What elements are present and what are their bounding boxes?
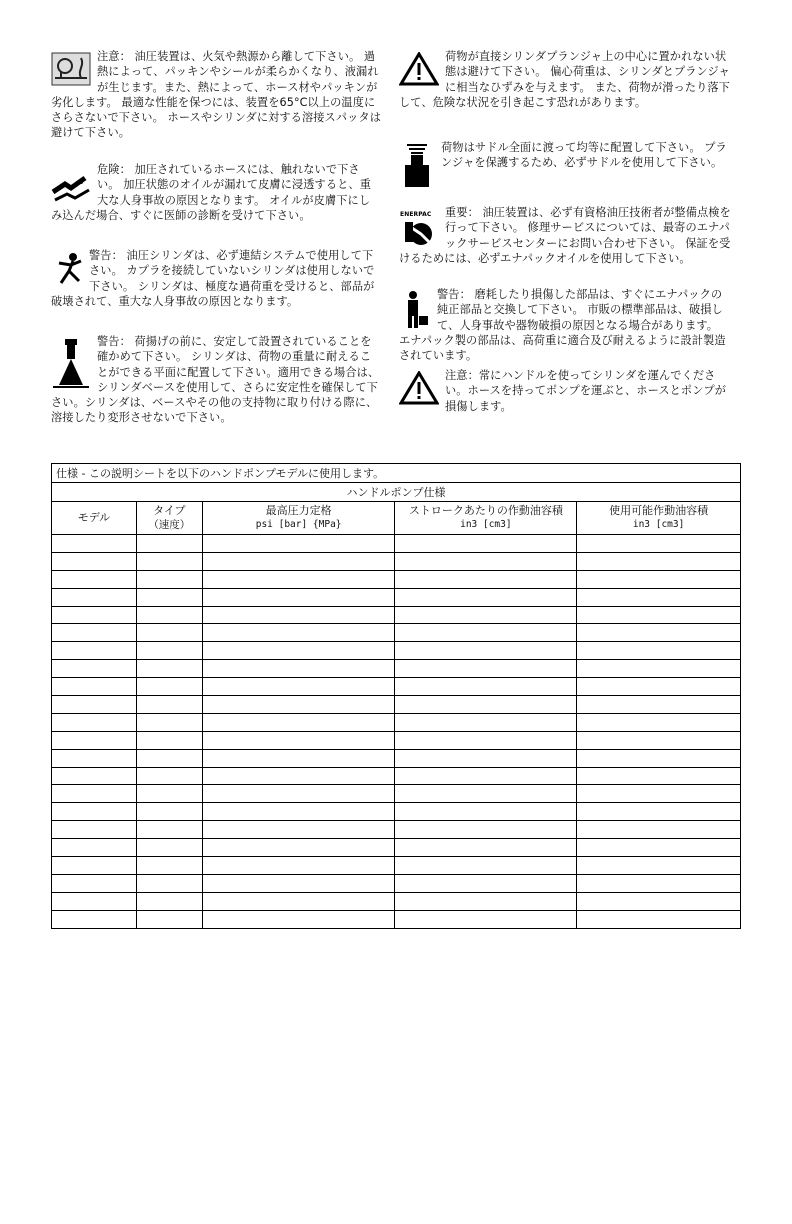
table-cell (577, 767, 741, 785)
table-cell (52, 624, 137, 642)
table-cell (136, 803, 202, 821)
table-row (52, 910, 741, 928)
table-cell (136, 785, 202, 803)
table-cell (136, 713, 202, 731)
table-cell (395, 785, 577, 803)
table-cell (577, 660, 741, 678)
table-cell (136, 910, 202, 928)
table-cell (136, 660, 202, 678)
note-text: 荷物はサドル全面に渡って均等に配置して下さい。 プランジャを保護するため、必ずサドルを使用して下さい。 (441, 141, 727, 170)
table-cell (395, 749, 577, 767)
note-heat-caution (51, 49, 381, 141)
table-cell (202, 874, 395, 892)
col-header-max-pressure: 最高圧力定格 psi [bar] {MPa} (202, 502, 395, 535)
table-cell (395, 803, 577, 821)
table-cell (52, 731, 137, 749)
table-cell (395, 767, 577, 785)
spec-table-title: 仕様 - この説明シートを以下のハンドポンプモデルに使用します。 (52, 464, 741, 483)
overpressure-hazard-icon (51, 251, 83, 285)
table-cell (202, 731, 395, 749)
table-cell (395, 606, 577, 624)
table-row (52, 731, 741, 749)
warning-triangle-icon (399, 371, 439, 405)
table-row (52, 552, 741, 570)
table-cell (202, 910, 395, 928)
table-cell (577, 570, 741, 588)
table-cell (202, 803, 395, 821)
table-cell (136, 821, 202, 839)
table-row (52, 588, 741, 606)
table-cell (136, 749, 202, 767)
table-cell (577, 535, 741, 553)
col-header-oil-per-stroke: ストロークあたりの作動油容積 in3 [cm3] (395, 502, 577, 535)
table-cell (395, 552, 577, 570)
table-cell (202, 713, 395, 731)
table-cell (52, 642, 137, 660)
table-cell (395, 713, 577, 731)
table-cell (395, 857, 577, 875)
table-row (52, 749, 741, 767)
note-stability-warning (51, 334, 381, 426)
note-parts-warning (399, 287, 731, 363)
table-row (52, 874, 741, 892)
col-header-model: モデル (52, 502, 137, 535)
table-cell (202, 857, 395, 875)
table-cell (577, 749, 741, 767)
table-cell (136, 839, 202, 857)
table-cell (52, 678, 137, 696)
table-row (52, 839, 741, 857)
table-row (52, 642, 741, 660)
table-cell (52, 874, 137, 892)
table-cell (577, 857, 741, 875)
table-cell (577, 678, 741, 696)
note-text: 警告： 磨耗したり損傷した部品は、すぐにエナパックの純正部品と交換して下さい。 市販の標準部品は、破損して、人身事故や器物破損の原因となる場合があります。 エナパック製の部品は、高荷重に適合及び耐えるように設計製造されています。 (399, 288, 726, 363)
table-cell (577, 624, 741, 642)
table-cell (577, 713, 741, 731)
table-cell (202, 839, 395, 857)
table-cell (136, 678, 202, 696)
note-text: 注意：常にハンドルを使ってシリンダを運んでください。ホースを持ってポンプを運ぶと、ホースとポンプが損傷します。 (445, 369, 727, 413)
table-cell (52, 588, 137, 606)
table-cell (395, 839, 577, 857)
table-cell (395, 642, 577, 660)
table-cell (395, 910, 577, 928)
note-coupler-warning (51, 248, 381, 309)
table-cell (577, 588, 741, 606)
table-cell (577, 606, 741, 624)
table-cell (202, 588, 395, 606)
table-row (52, 678, 741, 696)
note-handle-caution (399, 368, 731, 414)
table-cell (202, 660, 395, 678)
table-cell (136, 642, 202, 660)
svg-text:ENERPAC: ENERPAC (400, 211, 432, 218)
table-cell (136, 892, 202, 910)
table-row (52, 696, 741, 714)
table-cell (395, 588, 577, 606)
table-cell (395, 821, 577, 839)
col-header-type: タイプ （速度） (136, 502, 202, 535)
table-cell (52, 785, 137, 803)
table-cell (395, 874, 577, 892)
table-cell (136, 588, 202, 606)
note-text: 注意： 油圧装置は、火気や熱源から離して下さい。 過熱によって、パッキンやシールが柔らかくなり、液漏れが生じます。また、熱によって、ホース材やパッキンが劣化します。 最適な性能を保つには、装置を65°C以上の温度にさらさないで下さい。 ホースやシリンダに対する溶接スパッタは避けて下さい。 (51, 50, 381, 140)
note-text: 警告： 荷揚げの前に、安定して設置されていることを確かめて下さい。 シリンダは、荷物の重量に耐えることができる平面に配置して下さい。適用できる場合は、シリンダベースを使用して、さらに安定性を確保して下さい。シリンダは、ベースやその他の支持物に取り付ける際に、溶接したり変形させないで下さい。 (51, 335, 380, 425)
table-row (52, 713, 741, 731)
table-cell (202, 767, 395, 785)
spec-table-subtitle: ハンドルポンプ仕様 (52, 483, 741, 502)
table-cell (52, 749, 137, 767)
heat-hazard-icon (51, 52, 91, 86)
note-text: 危険： 加圧されているホースには、触れないで下さい。 加圧状態のオイルが漏れて皮膚に浸透すると、重大な人身事故の原因となります。 オイルが皮膚下にしみ込んだ場合、すぐに医師の診断を受けて下さい。 (51, 163, 371, 222)
table-cell (52, 839, 137, 857)
table-row (52, 892, 741, 910)
enerpac-service-icon (399, 208, 439, 248)
table-cell (52, 857, 137, 875)
table-cell (136, 606, 202, 624)
table-cell (52, 696, 137, 714)
table-cell (395, 892, 577, 910)
table-row (52, 570, 741, 588)
table-cell (395, 696, 577, 714)
table-cell (202, 642, 395, 660)
table-row (52, 821, 741, 839)
note-service-important (399, 205, 731, 266)
table-cell (52, 570, 137, 588)
pressurized-hose-hazard-icon (51, 170, 91, 204)
table-cell (577, 696, 741, 714)
table-cell (577, 803, 741, 821)
spec-table-body (52, 535, 741, 929)
table-cell (202, 552, 395, 570)
table-cell (52, 892, 137, 910)
table-row (52, 660, 741, 678)
table-cell (202, 535, 395, 553)
table-row (52, 606, 741, 624)
worker-parts-icon (399, 290, 431, 330)
saddle-load-icon (399, 143, 435, 189)
col-header-usable-oil: 使用可能作動油容積 in3 [cm3] (577, 502, 741, 535)
table-cell (577, 642, 741, 660)
table-row (52, 785, 741, 803)
table-cell (202, 678, 395, 696)
table-cell (577, 821, 741, 839)
note-text: 荷物が直接シリンダプランジャ上の中心に置かれない状態は避けて下さい。 偏心荷重は、シリンダとプランジャに相当なひずみを与えます。 また、荷物が滑ったり落下して、危険な状況を引き起こす恐れがあります。 (399, 50, 730, 109)
table-cell (136, 874, 202, 892)
table-cell (52, 910, 137, 928)
table-cell (202, 570, 395, 588)
table-cell (577, 839, 741, 857)
table-row (52, 535, 741, 553)
table-cell (202, 749, 395, 767)
table-cell (577, 910, 741, 928)
table-row (52, 767, 741, 785)
note-hose-danger (51, 162, 381, 223)
unstable-load-icon (51, 337, 91, 389)
table-cell (577, 785, 741, 803)
warning-triangle-icon (399, 52, 439, 86)
table-cell (136, 552, 202, 570)
table-cell (395, 660, 577, 678)
table-cell (202, 696, 395, 714)
table-cell (136, 624, 202, 642)
table-cell (577, 731, 741, 749)
table-cell (395, 624, 577, 642)
table-cell (395, 535, 577, 553)
table-cell (202, 606, 395, 624)
table-cell (577, 874, 741, 892)
table-row (52, 803, 741, 821)
table-cell (202, 892, 395, 910)
note-text: 重要： 油圧装置は、必ず有資格油圧技術者が整備点検を行って下さい。 修理サービスについては、最寄のエナパックサービスセンターにお問い合わせ下さい。 保証を受けるためには、必ずエナパックオイルを使用して下さい。 (399, 206, 731, 265)
table-cell (395, 678, 577, 696)
note-offcenter-load (399, 49, 731, 110)
table-cell (52, 713, 137, 731)
spec-table (51, 463, 741, 929)
table-cell (136, 857, 202, 875)
table-cell (52, 660, 137, 678)
note-saddle (399, 140, 731, 191)
table-cell (577, 552, 741, 570)
table-cell (136, 535, 202, 553)
table-row (52, 857, 741, 875)
table-cell (52, 803, 137, 821)
table-cell (395, 731, 577, 749)
note-text: 警告： 油圧シリンダは、必ず連結システムで使用して下さい。 カプラを接続していないシリンダは使用しないで下さい。 シリンダは、極度な過荷重を受けると、部品が破壊されて、重大な人身事故の原因となります。 (51, 249, 375, 308)
table-cell (395, 570, 577, 588)
table-cell (136, 731, 202, 749)
table-cell (202, 821, 395, 839)
table-cell (136, 767, 202, 785)
table-row (52, 624, 741, 642)
table-cell (52, 552, 137, 570)
table-cell (202, 785, 395, 803)
table-cell (136, 570, 202, 588)
table-cell (52, 606, 137, 624)
table-cell (136, 696, 202, 714)
table-cell (52, 821, 137, 839)
table-cell (52, 767, 137, 785)
table-cell (202, 624, 395, 642)
table-cell (52, 535, 137, 553)
table-cell (577, 892, 741, 910)
